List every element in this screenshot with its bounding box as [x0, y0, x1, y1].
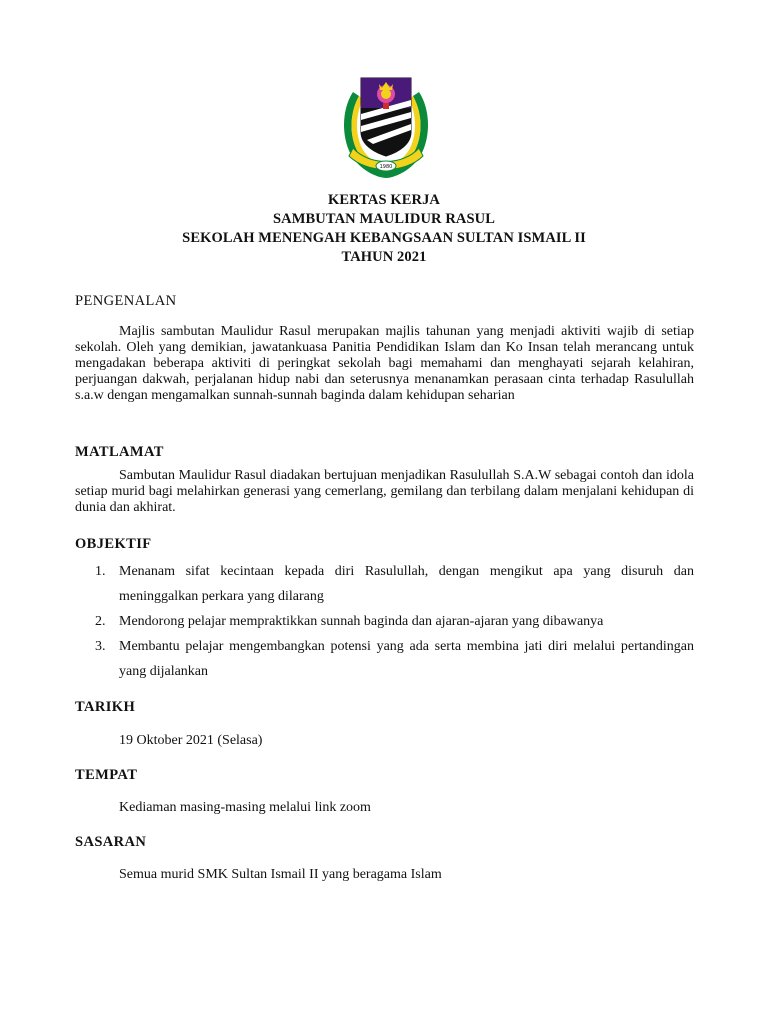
- crest-year: 1980: [379, 164, 393, 170]
- title-line-4: TAHUN 2021: [341, 249, 427, 265]
- list-number: 3.: [95, 639, 106, 654]
- heading-matlamat: MATLAMAT: [75, 444, 164, 460]
- title-line-2: SAMBUTAN MAULIDUR RASUL: [273, 211, 495, 227]
- tempat-value: Kediaman masing-masing melalui link zoom: [119, 800, 371, 815]
- list-number: 2.: [95, 614, 106, 629]
- paragraph-matlamat: Sambutan Maulidur Rasul diadakan bertujuan menjadikan Rasulullah S.A.W sebagai contoh dan idola setiap murid bagi melahirkan generasi yang cemerlang, gemilang dan terbilang dalam menjalani kehidupan di dunia dan akhirat.: [75, 468, 694, 516]
- list-item: [75, 634, 694, 684]
- school-crest-logo: [339, 70, 433, 184]
- heading-sasaran: SASARAN: [75, 834, 147, 850]
- heading-tarikh: TARIKH: [75, 699, 136, 715]
- title-block: [0, 191, 768, 267]
- list-item: [75, 559, 694, 609]
- tarikh-value: 19 Oktober 2021 (Selasa): [119, 733, 263, 748]
- list-item-text: Membantu pelajar mengembangkan potensi yang ada serta membina jati diri melalui pertandingan yang dijalankan: [119, 639, 694, 679]
- list-item-text: Menanam sifat kecintaan kepada diri Rasulullah, dengan mengikut apa yang disuruh dan meninggalkan perkara yang dilarang: [119, 564, 694, 604]
- heading-objektif: OBJEKTIF: [75, 536, 152, 552]
- paragraph-pengenalan: Majlis sambutan Maulidur Rasul merupakan majlis tahunan yang menjadi aktiviti wajib di setiap sekolah. Oleh yang demikian, jawatankuasa Panitia Pendidikan Islam dan Ko Insan telah merancang untuk mengadakan beberapa aktiviti di peringkat sekolah bagi memahami dan menghayati sejarah kelahiran, perjuangan dakwah, perjalanan hidup nabi dan seterusnya menanamkan perasaan cinta terhadap Rasulullah s.a.w dengan mengamalkan sunnah-sunnah baginda dalam kehidupan seharian: [75, 324, 694, 404]
- list-item: [75, 609, 694, 634]
- heading-pengenalan: PENGENALAN: [75, 293, 177, 309]
- sasaran-value: Semua murid SMK Sultan Ismail II yang beragama Islam: [119, 867, 442, 882]
- objective-list: [75, 559, 694, 684]
- title-line-1: KERTAS KERJA: [327, 192, 440, 208]
- heading-tempat: TEMPAT: [75, 767, 138, 783]
- list-number: 1.: [95, 564, 106, 579]
- list-item-text: Mendorong pelajar mempraktikkan sunnah baginda dan ajaran-ajaran yang dibawanya: [119, 614, 604, 629]
- title-line-3: SEKOLAH MENENGAH KEBANGSAAN SULTAN ISMAIL II: [182, 230, 586, 246]
